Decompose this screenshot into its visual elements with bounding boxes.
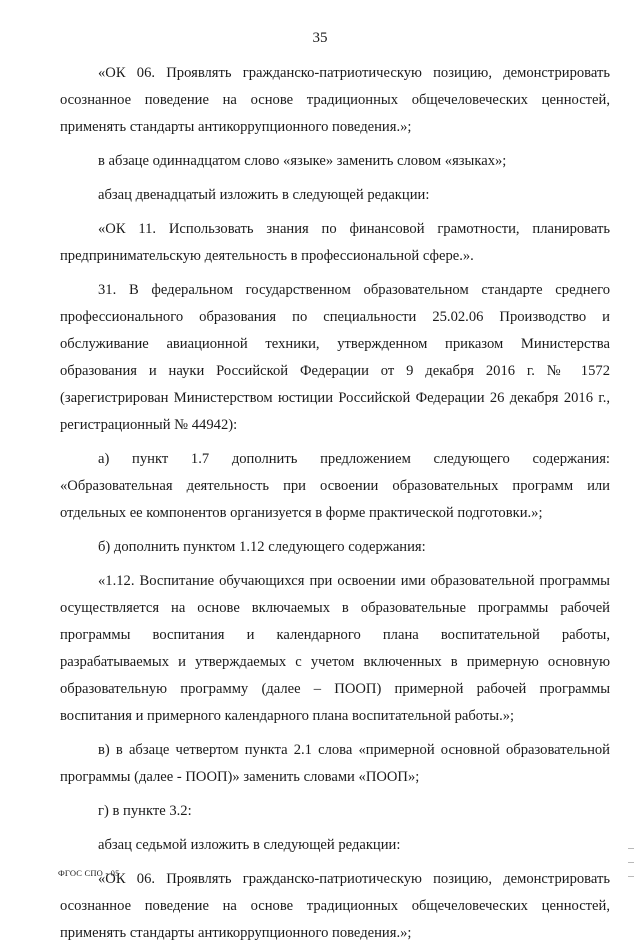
paragraph-ok11-quote: «ОК 11. Использовать знания по финансовой грамотности, планировать предпринимательскую деятельность в профессиональной сфере.». bbox=[60, 221, 610, 264]
paragraph-ok06-quote: «ОК 06. Проявлять гражданско-патриотическую позицию, демонстрировать осознанное поведение на основе традиционных общечеловеческих ценностей, применять стандарты антикоррупционного поведения.»; bbox=[60, 65, 610, 135]
paragraph-subitem-g: г) в пункте 3.2: bbox=[98, 803, 192, 819]
footer-code: ФГОС СПО - 05 bbox=[58, 868, 120, 878]
page-number: 35 bbox=[312, 30, 328, 46]
paragraph-ok06-quote-repeat: «ОК 06. Проявлять гражданско-патриотическую позицию, демонстрировать осознанное поведение на основе традиционных общечеловеческих ценностей, применять стандарты антикоррупционного поведения.»; bbox=[60, 871, 610, 941]
document-body bbox=[60, 60, 610, 947]
paragraph-item-31: 31. В федеральном государственном образовательном стандарте среднего профессионального образования по специальности 25.02.06 Производство и обслуживание авиационной техники, утвержденном приказом Министерства образования и науки Российской Федерации от 9 декабря 2016 г. № 1572 (зарегистрирован Министерством юстиции Российской Федерации 26 декабря 2016 г., регистрационный № 44942): bbox=[60, 282, 610, 433]
paragraph-subitem-v: в) в абзаце четвертом пункта 2.1 слова «примерной основной образовательной программы (далее - ПООП)» заменить словами «ПООП»; bbox=[60, 742, 610, 785]
scan-edge-mark bbox=[628, 848, 634, 849]
paragraph-clause-1-12: «1.12. Воспитание обучающихся при освоении ими образовательной программы осуществляется на основе включаемых в образовательные программы рабочей программы воспитания и календарного плана воспитательной работы, разрабатываемых и утверждаемых с учетом включенных в примерную основную образовательную программу (далее – ПООП) примерной рабочей программы воспитания и примерного календарного плана воспитательной работы.»; bbox=[60, 573, 610, 724]
paragraph-seventh-intro: абзац седьмой изложить в следующей редакции: bbox=[98, 837, 401, 853]
paragraph-subitem-a: а) пункт 1.7 дополнить предложением следующего содержания: «Образовательная деятельность при освоении образовательных программ или отдельных ее компонентов организуется в форме практической подготовки.»; bbox=[60, 451, 610, 521]
scan-edge-mark bbox=[628, 862, 634, 863]
paragraph-subitem-b: б) дополнить пунктом 1.12 следующего содержания: bbox=[98, 539, 426, 555]
paragraph-language-replacement: в абзаце одиннадцатом слово «языке» заменить словом «языках»; bbox=[98, 153, 507, 169]
paragraph-twelfth-intro: абзац двенадцатый изложить в следующей редакции: bbox=[98, 187, 430, 203]
scan-edge-mark bbox=[628, 876, 634, 877]
